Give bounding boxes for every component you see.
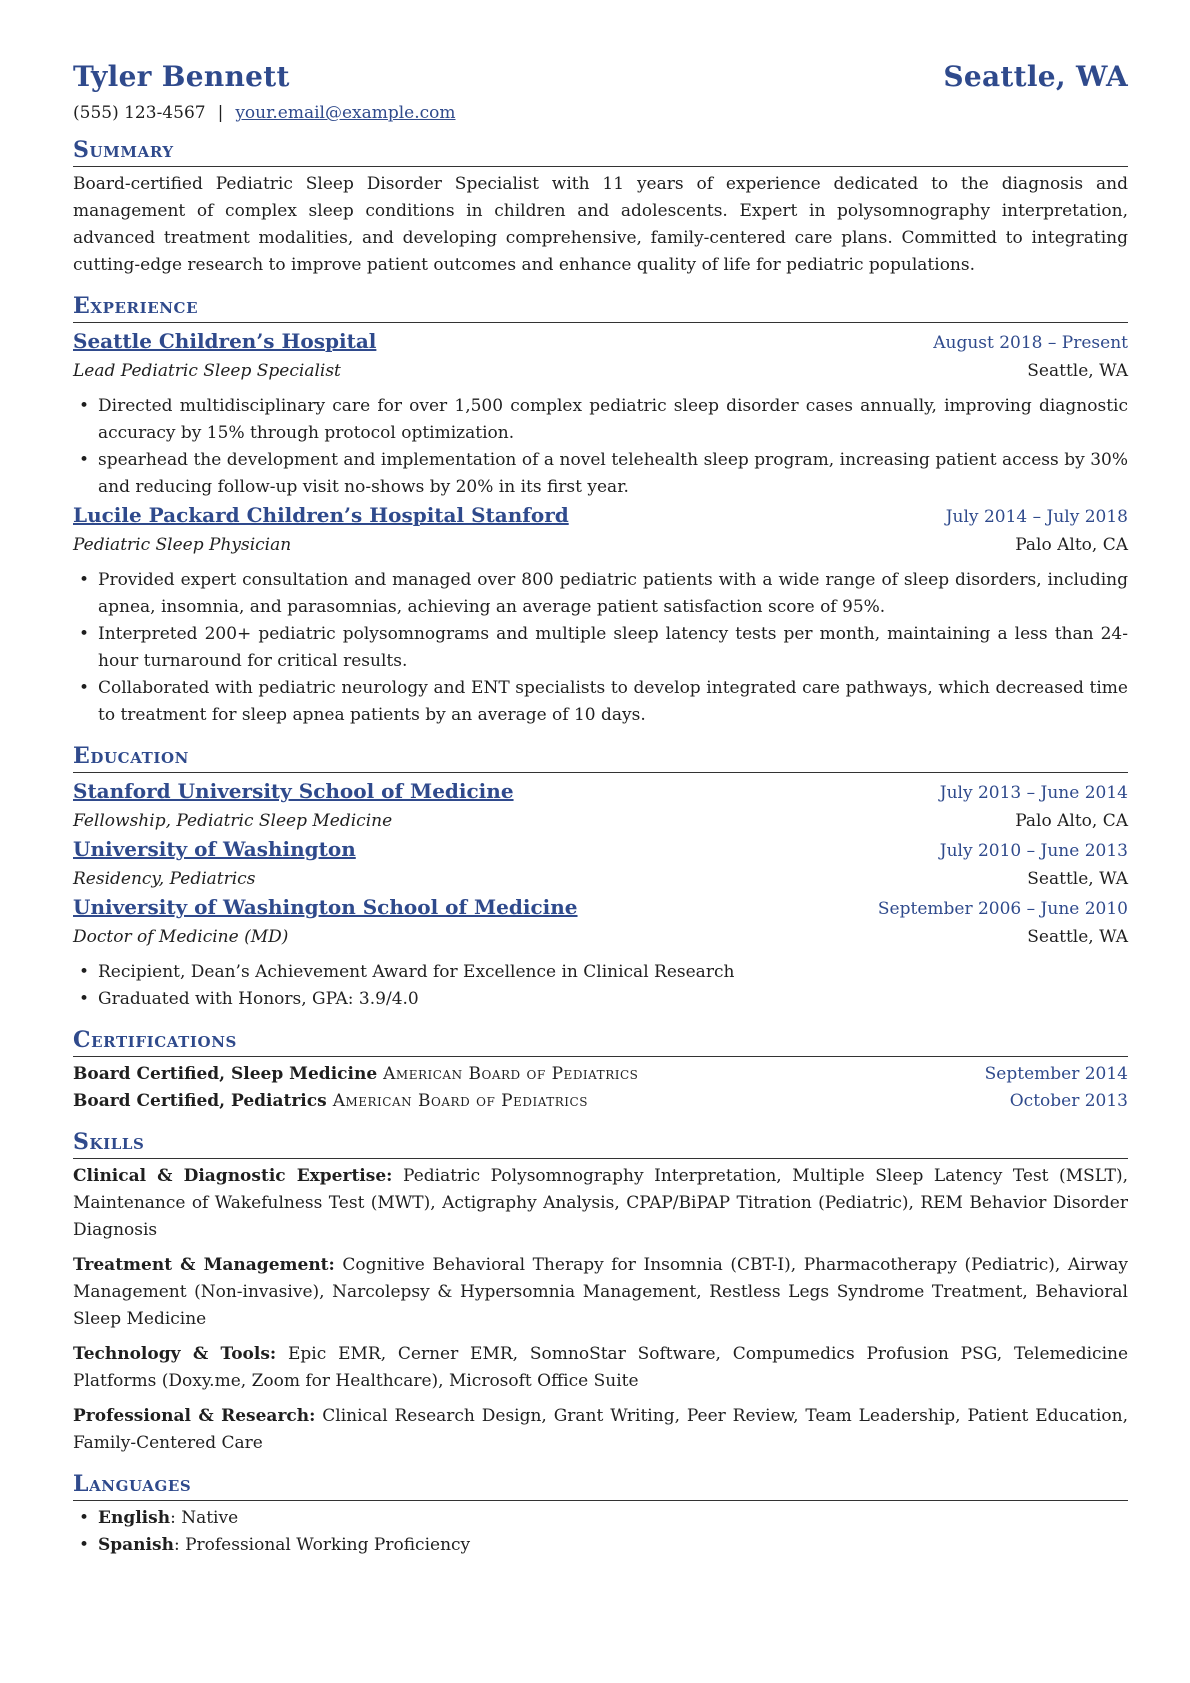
- skill-group: [73, 1163, 1128, 1244]
- summary-text: Board-certified Pediatric Sleep Disorder Specialist with 11 years of experience dedicated to the diagnosis and management of complex sleep conditions in children and adolescents. Expert in polysomnography interpretation, advanced treatment modalities, and developing comprehensive, family-centered care plans. Committed to integrating cutting-edge research to improve patient outcomes and enhance quality of life for pediatric populations.: [73, 174, 1128, 275]
- education-entry: [73, 835, 1128, 893]
- school-link[interactable]: Stanford University School of Medicine: [73, 779, 514, 803]
- language-name: English: [98, 1508, 171, 1528]
- email-link[interactable]: your.email@example.com: [235, 103, 456, 123]
- skills-section: [73, 1129, 1128, 1457]
- certification-issuer: American Board of Pediatrics: [332, 1091, 588, 1111]
- resume-header: [73, 60, 1128, 93]
- job-location: Seattle, WA: [1027, 361, 1128, 381]
- school-location: Seattle, WA: [1027, 869, 1128, 889]
- degree: Doctor of Medicine (MD): [73, 927, 289, 947]
- languages-section: [73, 1471, 1128, 1559]
- education-bullet: • Recipient, Dean’s Achievement Award for Excellence in Clinical Research: [73, 959, 1128, 986]
- job-bullet: • Directed multidisciplinary care for over 1,500 complex pediatric sleep disorder cases annually, improving diagnostic accuracy by 15% through protocol optimization.: [73, 393, 1128, 447]
- skill-items: Clinical Research Design, Grant Writing, Peer Review, Team Leadership, Patient Education, Family-Centered Care: [73, 1406, 1128, 1453]
- degree: Fellowship, Pediatric Sleep Medicine: [73, 811, 393, 831]
- certification-date: October 2013: [1009, 1091, 1128, 1111]
- education-entry: [73, 777, 1128, 835]
- skill-items: Pediatric Polysomnography Interpretation, Multiple Sleep Latency Test (MSLT), Maintenance of Wakefulness Test (MWT), Actigraphy Analysis, CPAP/BiPAP Titration (Pediatric), REM Behavior Disorder Diagnosis: [73, 1166, 1129, 1240]
- contact-line: [73, 103, 1128, 123]
- job-location: Palo Alto, CA: [1015, 535, 1128, 555]
- school-link[interactable]: University of Washington School of Medicine: [73, 895, 578, 919]
- language-item: [73, 1505, 1128, 1532]
- job-bullet: • Interpreted 200+ pediatric polysomnograms and multiple sleep latency tests per month, maintaining a less than 24-hour turnaround for critical results.: [73, 621, 1128, 675]
- certification-row: [73, 1061, 1128, 1088]
- certification-date: September 2014: [984, 1064, 1128, 1084]
- language-level: : Native: [170, 1508, 239, 1528]
- skill-items: Cognitive Behavioral Therapy for Insomnia (CBT-I), Pharmacotherapy (Pediatric), Airway Management (Non-invasive), Narcolepsy & Hypersomnia Management, Restless Legs Syndrome Treatment, Behavioral Sleep Medicine: [73, 1255, 1128, 1329]
- employment-dates: July 2014 – July 2018: [945, 507, 1128, 527]
- education-dates: July 2013 – June 2014: [939, 783, 1128, 803]
- education-entry: [73, 893, 1128, 951]
- job-bullet: • Collaborated with pediatric neurology and ENT specialists to develop integrated care pathways, which decreased time to treatment for sleep apnea patients by an average of 10 days.: [73, 675, 1128, 729]
- skill-category: Professional & Research:: [73, 1406, 316, 1426]
- job-bullets: [73, 567, 1128, 729]
- skill-group: [73, 1403, 1128, 1457]
- school-location: Palo Alto, CA: [1015, 811, 1128, 831]
- education-bullets: [73, 959, 1128, 1013]
- job-bullet: • spearhead the development and implementation of a novel telehealth sleep program, increasing patient access by 30% and reducing follow-up visit no-shows by 20% in its first year.: [73, 447, 1128, 501]
- education-dates: July 2010 – June 2013: [939, 841, 1128, 861]
- education-heading: Education: [73, 743, 1128, 773]
- resume-page: [73, 60, 1128, 1559]
- employer-link[interactable]: Seattle Children’s Hospital: [73, 329, 377, 353]
- experience-entry: [73, 501, 1128, 729]
- job-title: Pediatric Sleep Physician: [73, 535, 292, 555]
- experience-heading: Experience: [73, 293, 1128, 323]
- education-dates: September 2006 – June 2010: [877, 899, 1128, 919]
- language-name: Spanish: [98, 1535, 174, 1555]
- skill-group: [73, 1252, 1128, 1333]
- contact-separator: |: [217, 103, 224, 123]
- languages-heading: Languages: [73, 1471, 1128, 1501]
- employer-link[interactable]: Lucile Packard Children’s Hospital Stanford: [73, 503, 569, 527]
- skills-heading: Skills: [73, 1129, 1128, 1159]
- certification-name: Board Certified, Pediatrics: [73, 1091, 327, 1111]
- school-location: Seattle, WA: [1027, 927, 1128, 947]
- candidate-name: Tyler Bennett: [73, 60, 290, 93]
- skill-group: [73, 1341, 1128, 1395]
- certification-name: Board Certified, Sleep Medicine: [73, 1064, 378, 1084]
- language-level: : Professional Working Proficiency: [173, 1535, 471, 1555]
- certification-issuer: American Board of Pediatrics: [383, 1064, 639, 1084]
- language-item: [73, 1532, 1128, 1559]
- certification-row: [73, 1088, 1128, 1115]
- employment-dates: August 2018 – Present: [933, 333, 1128, 353]
- candidate-location: Seattle, WA: [943, 60, 1128, 93]
- job-bullet: • Provided expert consultation and managed over 800 pediatric patients with a wide range of sleep disorders, including apnea, insomnia, and parasomnias, achieving an average patient satisfaction score of 95%.: [73, 567, 1128, 621]
- skill-category: Treatment & Management:: [73, 1255, 335, 1275]
- skill-category: Clinical & Diagnostic Expertise:: [73, 1166, 393, 1186]
- school-link[interactable]: University of Washington: [73, 837, 356, 861]
- summary-heading: Summary: [73, 137, 1128, 167]
- education-section: [73, 743, 1128, 1013]
- experience-section: [73, 293, 1128, 729]
- experience-entry: [73, 327, 1128, 501]
- certifications-section: [73, 1027, 1128, 1115]
- skill-items: Epic EMR, Cerner EMR, SomnoStar Software, Compumedics Profusion PSG, Telemedicine Platforms (Doxy.me, Zoom for Healthcare), Microsoft Office Suite: [73, 1344, 1129, 1391]
- education-bullet: • Graduated with Honors, GPA: 3.9/4.0: [73, 986, 1128, 1013]
- certifications-heading: Certifications: [73, 1027, 1128, 1057]
- job-bullets: [73, 393, 1128, 501]
- skill-category: Technology & Tools:: [73, 1344, 277, 1364]
- degree: Residency, Pediatrics: [73, 869, 256, 889]
- job-title: Lead Pediatric Sleep Specialist: [73, 361, 341, 381]
- phone-number: (555) 123-4567: [73, 103, 206, 123]
- summary-section: [73, 137, 1128, 279]
- languages-list: [73, 1505, 1128, 1559]
